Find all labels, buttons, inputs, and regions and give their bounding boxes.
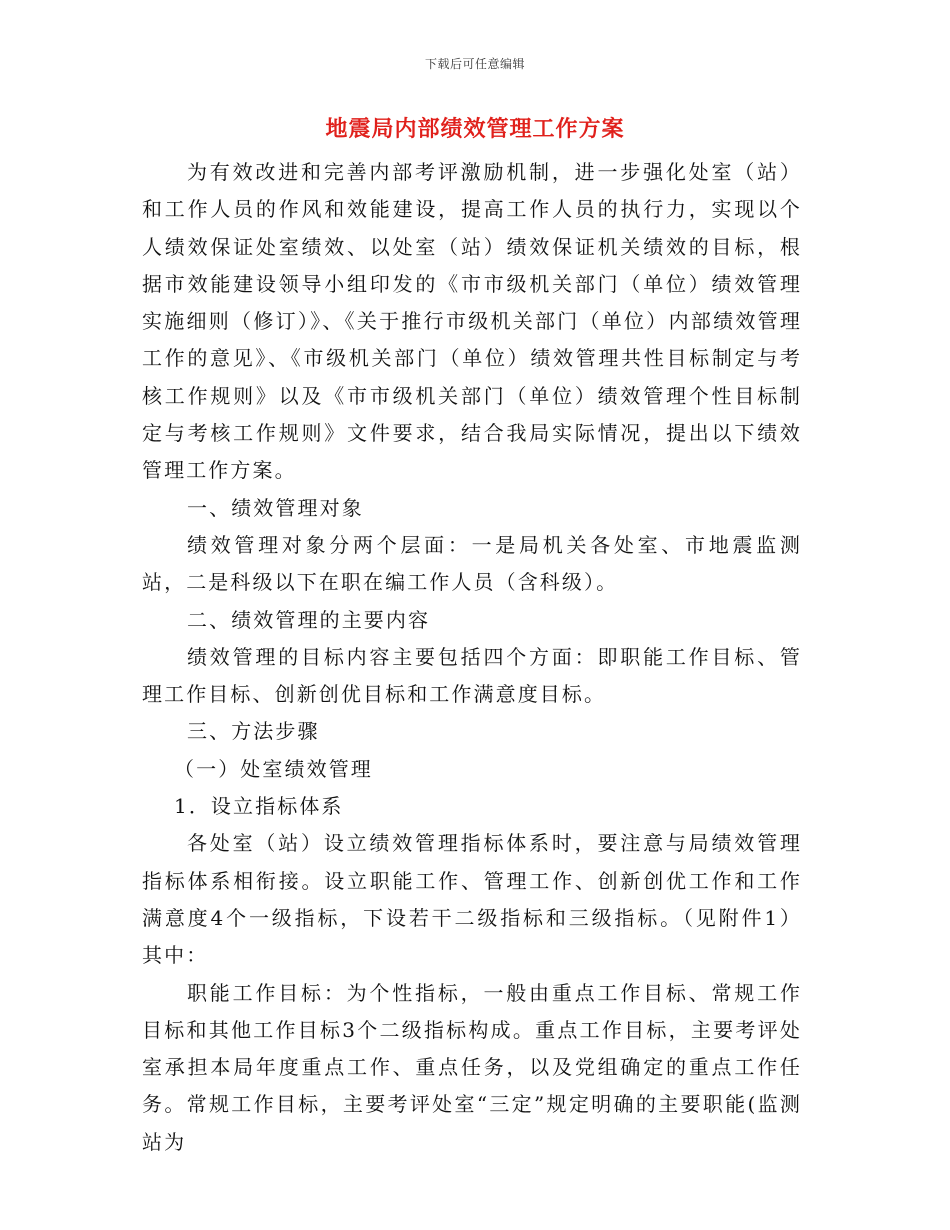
subheading-indicator-system: 1．设立指标体系 (174, 794, 344, 819)
paragraph-intro: 为有效改进和完善内部考评激励机制，进一步强化处室（站）和工作人员的作风和效能建设，提高工作人员的执行力，实现以个人绩效保证处室绩效、以处室（站）绩效保证机关绩效的目标，根据市效能建设领导小组印发的《市市级机关部门（单位）绩效管理实施细则（修订）》、《关于推行市级机关部门（单位）内部绩效管理工作的意见》、《市级机关部门（单位）绩效管理共性目标制定与考核工作规则》以及《市市级机关部门（单位）绩效管理个性目标制定与考核工作规则》文件要求，结合我局实际情况，提出以下绩效管理工作方案。 (142, 160, 802, 483)
heading-section-3: 三、方法步骤 (187, 719, 320, 744)
document-body (142, 154, 802, 1161)
subheading-office-performance: （一）处室绩效管理 (174, 756, 373, 781)
paragraph-indicator-system: 各处室（站）设立绩效管理指标体系时，要注意与局绩效管理指标体系相衔接。设立职能工作、管理工作、创新创优工作和工作满意度4个一级指标，下设若干二级指标和三级指标。（见附件1）其中： (142, 831, 802, 968)
header-note: 下载后可任意编辑 (424, 57, 525, 71)
document-title: 地震局内部绩效管理工作方案 (325, 116, 625, 142)
heading-section-1: 一、绩效管理对象 (187, 495, 364, 520)
paragraph-functional-goals: 职能工作目标：为个性指标，一般由重点工作目标、常规工作目标和其他工作目标3个二级指标构成。重点工作目标，主要考评处室承担本局年度重点工作、重点任务，以及党组确定的重点工作任务。常规工作目标，主要考评处室“三定”规定明确的主要职能(监测站为 (142, 980, 802, 1154)
paragraph-section-2: 绩效管理的目标内容主要包括四个方面：即职能工作目标、管理工作目标、创新创优目标和工作满意度目标。 (142, 644, 802, 707)
heading-section-2: 二、绩效管理的主要内容 (187, 607, 431, 632)
paragraph-section-1: 绩效管理对象分两个层面：一是局机关各处室、市地震监测站，二是科级以下在职在编工作人员（含科级）。 (142, 532, 802, 595)
